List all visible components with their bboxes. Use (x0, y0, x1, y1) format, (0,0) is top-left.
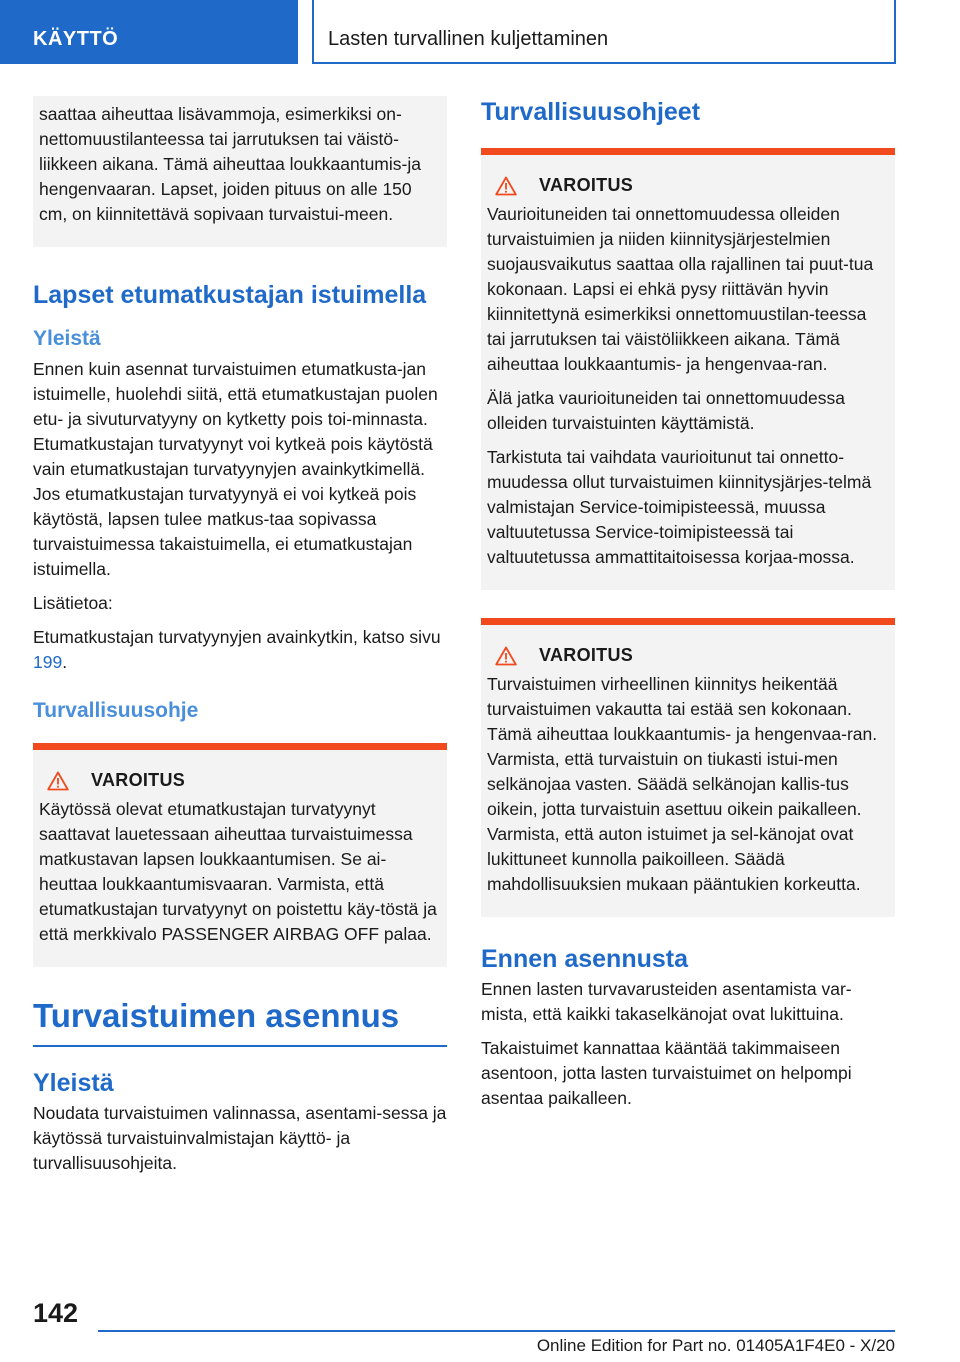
warning-title: VAROITUS (539, 175, 634, 195)
warning-triangle-icon (495, 646, 517, 666)
page-number: 142 (33, 1298, 79, 1328)
warning-text: Käytössä olevat etumatkustajan turvatyynyt saattavat lauetessaan aiheuttaa turvaistuimessa matkustavan lapsen loukkaantumisen. Se ai-heuttaa loukkaantumisvaaran. Varmista, että etumatkustajan turvatyynyt on poistettu käy-töstä ja että merkkivalo PASSENGER AIRBAG OFF palaa. (39, 799, 437, 944)
continued-note-box (33, 96, 447, 247)
reference-paragraph (33, 625, 447, 675)
footer-edition: Online Edition for Part no. 01405A1F4E0 - X/20 (536, 1336, 895, 1355)
before-paragraph-2: Takaistuimet kannattaa kääntää takimmaiseen asentoon, jotta lasten turvaistuimet on helpompi asentaa paikalleen. (481, 1038, 852, 1108)
more-info-label: Lisätietoa: (33, 593, 113, 613)
subheading-general: Yleistä (33, 327, 101, 350)
heading-install: Turvaistuimen asennus (33, 997, 400, 1034)
header-section-tab (0, 0, 298, 64)
heading-front-seat: Lapset etumatkustajan istuimella (33, 281, 427, 309)
warning-box-damaged-seats (481, 148, 895, 590)
warning-paragraph-2: Älä jatka vaurioituneiden tai onnettomuudessa olleiden turvaistuinten käyttämistä. (487, 388, 846, 433)
header-chapter-label: Lasten turvallinen kuljettaminen (328, 28, 609, 50)
heading-safety-instructions: Turvallisuusohjeet (481, 98, 701, 126)
warning-title-row (487, 645, 887, 666)
install-paragraph: Noudata turvaistuimen valinnassa, asentami-sessa ja käytössä turvaistuinvalmistajan käyttö- ja turvallisuusohjeita. (33, 1103, 447, 1173)
warning-triangle-icon (47, 771, 69, 791)
warning-triangle-icon (495, 176, 517, 196)
warning-paragraph-3: Tarkistuta tai vaihdata vaurioitunut tai onnetto-muudessa ollut turvaistuimen kiinnitysjärjes-telmä valmistajan Service-toimipisteessä, muussa valtuutetussa Service-toimipisteessä tai valtuutetussa ammattitaitoisessa korjaa-mossa. (487, 447, 872, 567)
right-column (481, 96, 895, 1120)
heading-before-install: Ennen asennusta (481, 945, 688, 973)
header-chapter (312, 0, 896, 64)
warning-text: Turvaistuimen virheellinen kiinnitys heikentää turvaistuimen vakautta tai estää sen kokonaan. Tämä aiheuttaa loukkaantumis- ja hengenvaa-ran. Varmista, että turvaistuin on tiukasti istui-men selkänojaa vasten. Säädä selkänojan kallis-tus oikein, jotta turvaistuin asettuu oikein paikalleen. Varmista, että auton istuimet ja sel-känojat ovat lukittuneet kunnolla paikoilleen. Säädä mahdollisuuksien mukaan pääntukien korkeutta. (487, 674, 878, 894)
warning-box-mounting (481, 618, 895, 917)
reference-text: Etumatkustajan turvatyynyjen avainkytkin, katso sivu (33, 627, 441, 647)
footer-divider (98, 1330, 895, 1332)
heading-install-block (33, 995, 447, 1047)
warning-paragraph-1: Vaurioituneiden tai onnettomuudessa olleiden turvaistuimien ja niiden kiinnitysjärjestelmien suojausvaikutus saattaa olla rajallinen tai puut-tua kokonaan. Lapsi ei ehkä pysy riittävän hyvin kiinnitettynä esimerkiksi onnettomuustilan-teessa tai jarrutuksen tai väistöliikkeen aikana. Tämä aiheuttaa loukkaantumis- ja hengenvaa-ran. (487, 204, 874, 374)
warning-box-airbag (33, 743, 447, 967)
before-paragraph-1: Ennen lasten turvavarusteiden asentamista var-mista, että kaikki takaselkänojat ovat lukittuina. (481, 979, 852, 1024)
warning-title-row (39, 770, 439, 791)
subheading-safety: Turvallisuusohje (33, 699, 199, 722)
page-reference-link[interactable]: 199 (33, 652, 63, 672)
reference-end: . (62, 652, 68, 672)
left-column (33, 96, 447, 1185)
warning-title: VAROITUS (539, 645, 634, 665)
continued-text: saattaa aiheuttaa lisävammoja, esimerkiksi on-nettomuustilanteessa tai jarrutuksen tai väistö-liikkeen aikana. Tämä aiheuttaa loukkaantumis-ja hengenvaaran. Lapset, joiden pituus on alle 150 cm, on kiinnitettävä sopivaan turvaistui-meen. (39, 104, 421, 224)
header-section-label: KÄYTTÖ (33, 28, 119, 50)
subheading-general-install: Yleistä (33, 1069, 114, 1097)
general-paragraph: Ennen kuin asennat turvaistuimen etumatkusta-jan istuimelle, huolehdi siitä, että etumatkustajan puolen etu- ja sivuturvatyyny on kytketty pois toi-minnasta. Etumatkustajan turvatyynyt voi kytkeä pois käytöstä vain etumatkustajan turvatyynyjen avainkytkimellä. Jos etumatkustajan turvatyynyä ei voi kytkeä pois käytöstä, lapsen tulee matkus-taa sopivassa turvaistuimessa takaistuimella, ei etumatkustajan istuimella. (33, 359, 438, 579)
warning-title-row (487, 175, 887, 196)
warning-title: VAROITUS (91, 770, 186, 790)
